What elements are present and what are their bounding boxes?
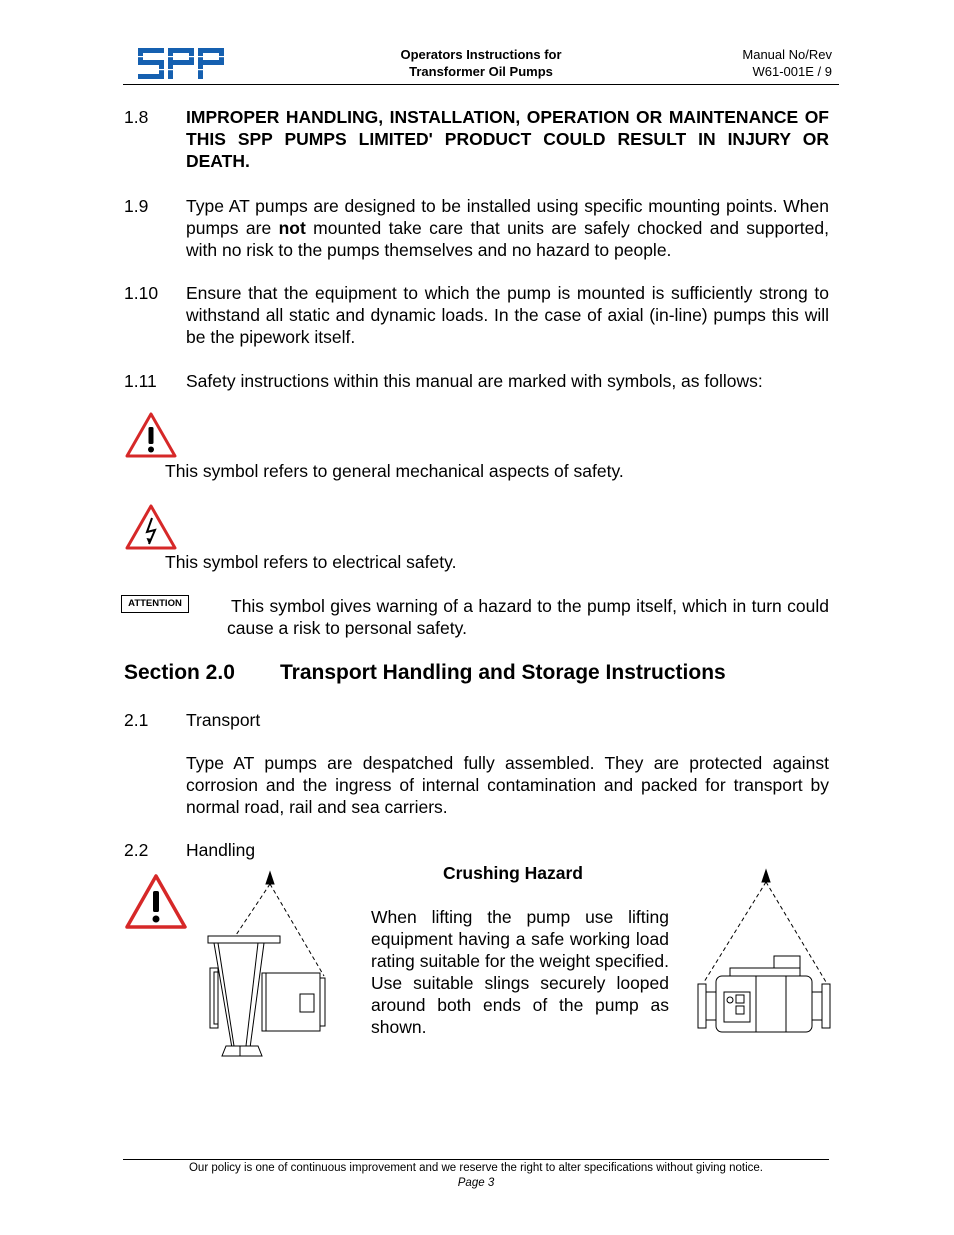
crushing-hazard-icon [125,874,187,930]
warning-triangle-icon [125,412,177,458]
electrical-safety-text: This symbol refers to electrical safety. [165,552,457,572]
item-1-9-text-a: Type AT pumps are designed to be installed using specific mounting points. When pumps are [186,196,829,238]
section-title: Transport Handling and Storage Instructions [280,661,726,684]
item-number-1-11: 1.11 [124,371,157,391]
manual-number [640,46,832,80]
document-title [340,46,622,80]
item-number-2-2: 2.2 [124,840,149,860]
general-safety-text: This symbol refers to general mechanical aspects of safety. [165,461,624,481]
item-1-8-text: IMPROPER HANDLING, INSTALLATION, OPERATION OR MAINTENANCE OF THIS SPP PUMPS LIMITED' PRODUCT COULD RESULT IN INJURY OR DEATH. [186,107,829,171]
item-number-1-8: 1.8 [124,107,149,127]
section-number: Section 2.0 [124,661,235,684]
item-number-2-1: 2.1 [124,710,149,730]
title-line-2: Transformer Oil Pumps [409,64,553,79]
footer-policy: Our policy is one of continuous improvement and we reserve the right to alter specifications without giving notice. [188,1162,764,1174]
item-number-1-10: 1.10 [124,283,159,303]
transport-text: Type AT pumps are despatched fully assembled. They are protected against corrosion and the ingress of internal contamination and packed for transport by normal road, rail and sea carriers. [186,753,829,817]
manual-value: W61-001E / 9 [752,64,832,79]
manual-label: Manual No/Rev [742,47,832,62]
handling-heading: Handling [186,840,256,860]
item-1-9-text-b: mounted take care that units are safely chocked and supported, with no risk to the pumps themselves and no hazard to people. [186,218,829,260]
pump-lifting-side-view [200,868,332,1060]
footer-divider [123,1159,829,1160]
attention-label: ATTENTION [121,595,189,613]
item-1-10-text: Ensure that the equipment to which the pump is mounted is sufficiently strong to withstand all static and dynamic loads. In the case of axial (in-line) pumps this will be the pipework itself. [186,283,829,347]
footer [123,1161,829,1191]
spp-logo [138,47,224,80]
item-1-9-bold: not [278,218,306,238]
electrical-warning-icon [125,504,177,550]
crushing-hazard-title: Crushing Hazard [442,863,584,883]
header-divider [123,84,839,85]
crushing-hazard-text: When lifting the pump use lifting equipment having a safe working load rating suitable for the weight specified. Use suitable slings securely looped around both ends of the pump as shown. [371,907,669,1037]
item-1-9-text [186,195,829,261]
attention-text: This symbol gives warning of a hazard to the pump itself, which in turn could cause a risk to personal safety. [227,596,829,638]
item-number-1-9: 1.9 [124,196,149,216]
title-line-1: Operators Instructions for [400,47,562,62]
page-number: Page 3 [457,1177,495,1189]
pump-lifting-front-view [694,864,834,1044]
transport-heading: Transport [186,710,261,730]
item-1-11-text: Safety instructions within this manual are marked with symbols, as follows: [186,371,763,391]
